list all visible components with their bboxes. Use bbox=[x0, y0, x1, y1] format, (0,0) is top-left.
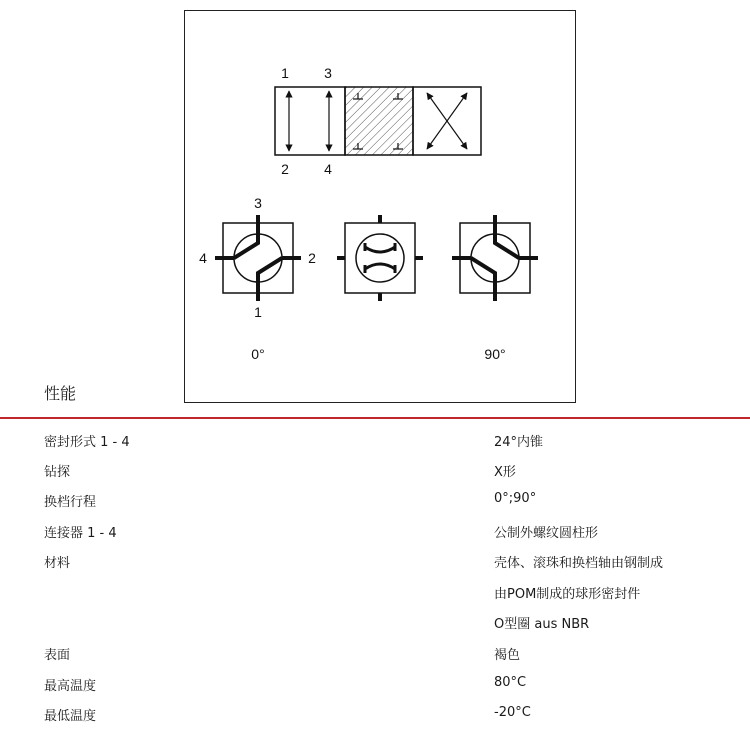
valve-port-label-1: 1 bbox=[254, 304, 262, 320]
spec-label: 连接器 1 - 4 bbox=[44, 526, 117, 541]
port-label-1: 1 bbox=[281, 65, 289, 81]
spec-label: 表面 bbox=[44, 648, 71, 663]
spec-value: 80°C bbox=[494, 675, 527, 690]
spec-value: O型圈 aus NBR bbox=[494, 617, 590, 632]
valve-port-label-2: 2 bbox=[308, 250, 316, 266]
hydraulic-symbol-diagram bbox=[184, 10, 576, 403]
spec-row bbox=[0, 644, 750, 674]
spec-value: 公制外螺纹圆柱形 bbox=[494, 526, 599, 541]
spec-label: 密封形式 1 - 4 bbox=[44, 435, 130, 450]
angle-label-0: 0° bbox=[251, 346, 265, 362]
spec-row bbox=[0, 583, 750, 613]
spec-value: 0°;90° bbox=[494, 491, 537, 506]
angle-label-90: 90° bbox=[484, 346, 506, 362]
directional-valve-symbol bbox=[275, 87, 481, 155]
spec-row bbox=[0, 522, 750, 552]
spec-label: 钻探 bbox=[44, 465, 71, 480]
spec-value: 由POM制成的球形密封件 bbox=[494, 587, 641, 602]
spec-row bbox=[0, 613, 750, 643]
spec-label: 最低温度 bbox=[44, 709, 97, 724]
port-label-2: 2 bbox=[281, 161, 289, 177]
schematic-svg bbox=[185, 11, 577, 404]
port-label-4: 4 bbox=[324, 161, 332, 177]
ball-valve-0deg-symbol bbox=[215, 215, 301, 301]
spec-row bbox=[0, 491, 750, 521]
spec-row bbox=[0, 675, 750, 705]
spec-row bbox=[0, 461, 750, 491]
spec-value: 褐色 bbox=[494, 648, 521, 663]
spec-label: 换档行程 bbox=[44, 495, 97, 510]
spec-row bbox=[0, 431, 750, 461]
section-title-performance: 性能 bbox=[44, 384, 77, 403]
valve-port-label-4: 4 bbox=[199, 250, 207, 266]
ball-valve-middle-symbol bbox=[337, 215, 423, 301]
ball-valve-90deg-symbol bbox=[452, 215, 538, 301]
spec-value: 24°内锥 bbox=[494, 435, 544, 450]
spec-value: 壳体、滚珠和换档轴由钢制成 bbox=[494, 556, 664, 571]
spec-row bbox=[0, 552, 750, 582]
spec-value: -20°C bbox=[494, 705, 531, 720]
section-divider bbox=[0, 417, 750, 419]
valve-port-label-3: 3 bbox=[254, 195, 262, 211]
port-label-3: 3 bbox=[324, 65, 332, 81]
spec-value: X形 bbox=[494, 465, 516, 480]
spec-label: 材料 bbox=[44, 556, 71, 571]
spec-label: 最高温度 bbox=[44, 679, 97, 694]
spec-row bbox=[0, 705, 750, 735]
